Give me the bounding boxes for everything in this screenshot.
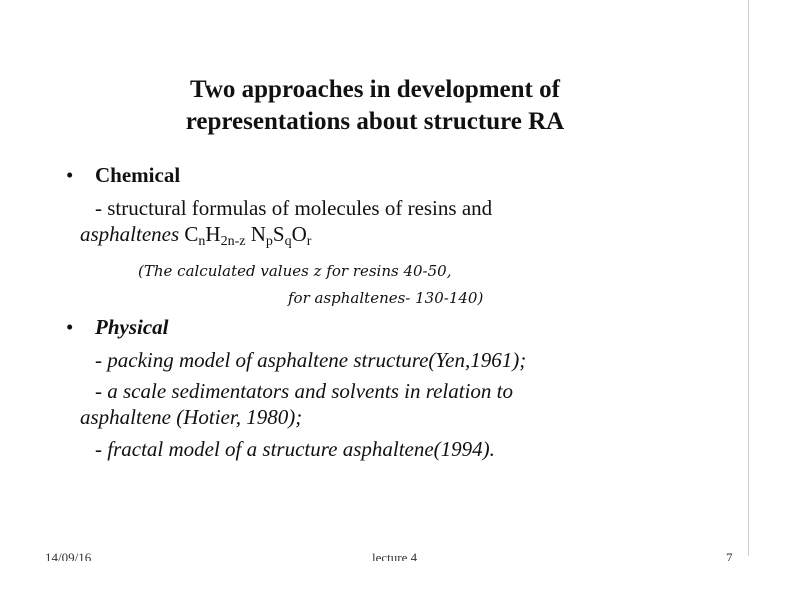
formula-subscript: p [265, 234, 273, 249]
footer-date: 14/09/16 [45, 553, 92, 561]
formula-element: C [184, 222, 199, 246]
chemical-formula [184, 222, 312, 249]
bullet-icon: • [66, 315, 74, 339]
formula-element: H [205, 222, 221, 246]
chemical-desc-line1: - structural formulas of molecules of resins and [95, 196, 493, 220]
physical-item-1: - packing model of asphaltene structure(Yen,1961); [95, 348, 527, 372]
slide-title [100, 74, 650, 138]
physical-item-3: - fractal model of a structure asphaltene(1994). [95, 437, 495, 461]
title-line-2: representations about structure RA [185, 108, 565, 135]
slide-edge-divider [748, 0, 749, 556]
physical-item-2-cont: asphaltene (Hotier, 1980); [80, 405, 303, 429]
formula-element: N [245, 222, 266, 246]
formula-element: O [291, 222, 307, 246]
title-line-1: Two approaches in development of [190, 76, 560, 103]
chemical-heading: Chemical [95, 163, 181, 187]
physical-item-2: - a scale sedimentators and solvents in relation to [95, 379, 514, 403]
formula-subscript: 2n-z [220, 234, 246, 249]
formula-subscript: r [306, 234, 312, 249]
footer-page-number: 7 [726, 553, 733, 561]
asphaltenes-label: asphaltenes [80, 222, 180, 246]
formula-element: S [272, 222, 285, 246]
note-line-2: for asphaltenes- 130-140) [288, 289, 484, 307]
bullet-icon: • [66, 163, 74, 187]
formula-subscript: n [198, 234, 206, 249]
note-line-1: (The calculated values z for resins 40-50, [138, 262, 452, 280]
physical-heading: Physical [95, 315, 169, 339]
formula-subscript: q [284, 234, 292, 249]
footer-center: lecture 4 [372, 553, 418, 561]
chemical-desc-line2 [80, 222, 312, 249]
